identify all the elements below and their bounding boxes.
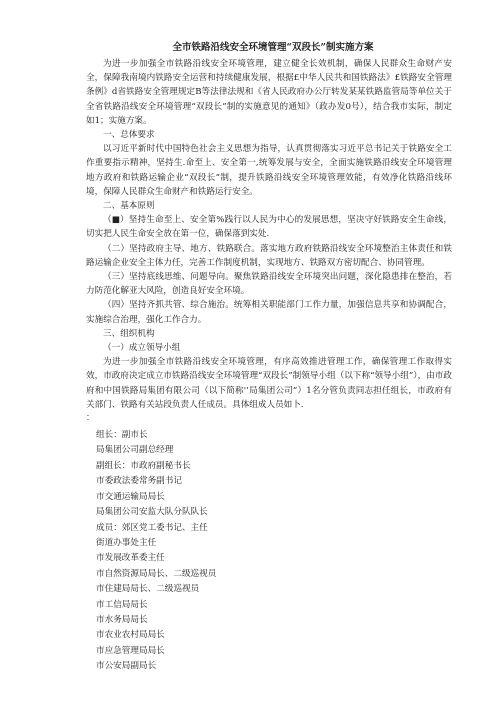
document-title: 全市铁路沿线安全环境管理“双段长”制实施方案 xyxy=(172,42,374,53)
list-item: 街道办事处主任 xyxy=(96,537,157,548)
list-item: 市农业农村局局长 xyxy=(96,630,165,641)
list-item: 市委政法委常务副书记 xyxy=(96,476,182,487)
list-item: 局集团公司安监大队分队队长 xyxy=(96,507,208,518)
general-requirements-paragraph: 以习近平新时代中国特色社会主义思想为指导，认真贯彻落实习近平总书记关于铁路安全工作重要指示精神，坚持生.命至上、安全第一,统筹发展与安全，全面实施铁路沿线安全环境管理地方政府和铁路运输企业“双段长”制，提升铁路沿线安全环境管理效能，有效净化铁路沿线环境，保障人民群众生命财产和铁路运行安全。 xyxy=(86,144,452,197)
principle-4-paragraph: （四）坚持齐抓共管、综合施治。统筹相关职能部门工作力量，加强信息共享和协调配合，实施综合治理，强化工作合力。 xyxy=(86,300,452,325)
list-item: 市发展改革委主任 xyxy=(96,553,165,564)
list-item: 局集团公司副总经理 xyxy=(96,445,174,456)
stray-mark: ： xyxy=(86,413,95,424)
list-item: 组长：副市长 xyxy=(96,430,148,441)
list-item: 市住建局局长、二级巡视员 xyxy=(96,584,200,595)
list-item: 市水务局局长 xyxy=(96,614,148,625)
principle-1-paragraph: （■）坚持生命至上、安全第%践行以人民为中心的发展思想，坚决守好铁路安全生命线，切实把人民生命安全放在第一位，确保落到实处. xyxy=(86,215,452,240)
list-item: 成员：郊区党工委书记、主任 xyxy=(96,522,208,533)
section-heading-basic-principles: 二、基本原则 xyxy=(103,201,155,212)
member-list xyxy=(86,428,452,675)
section-heading-organization: 三、组织机构 xyxy=(103,328,155,339)
subsection-heading-leading-group: （一）成立领导小组 xyxy=(103,343,181,354)
principle-2-paragraph: （二）坚持政府主导、地方、铁路联合。落实地方政府铁路沿线安全环境整治主体责任和铁路运输企业安全主体力任，完善工作制度机制，实现地方、铁路双方密切配合、协同管理。 xyxy=(86,243,452,268)
list-item: 市交通运输局局长 xyxy=(96,491,165,502)
list-item: 市工信局局长 xyxy=(96,599,148,610)
list-item: 市自然资源局局长、二级巡视员 xyxy=(96,568,217,579)
section-heading-general-requirements: 一、总体要求 xyxy=(103,130,155,141)
list-item: 市公安局副局长 xyxy=(96,661,157,672)
intro-paragraph: 为进一步加强全市铁路沿线安全环境管理，建立健全长效机制，确保人民群众生命财产安全，保障我南境内铁路安全运营和持续健康发展，根据£中华人民共和国铁路法》£铁路安全管理条例》d省铁路安全管理规定B等法律法规和《省人民政府办公厅转发某某铁路监管局等单位关于全省铁路沿线安全环境管理“双段长”制的实施意见的通知》（政办发0号），结合我市实际，制定如1；实施方案。 xyxy=(86,59,452,126)
list-item: 市应急管理局局长 xyxy=(96,645,165,656)
list-item: 副组长：市政府副秘书长 xyxy=(96,460,191,471)
principle-3-paragraph: （三）坚持底线思维、问题导向。聚焦铁路沿线安全环境突出问题，深化隐患排在整治，若力防范化解亚大风险，创造良好安全环境。 xyxy=(86,272,452,297)
leading-group-paragraph: 为进一步加强全市铁路沿线安全环境管理，有序高效推进管理工作，确保管理工作取得实效，市政府决定成立市铁路沿线安全环境管理“双段长”制领导小组（以下称“领导小组”），由市政府和中国铁路局集团有限公司（以下简称'’局集团公司”）1名分管负责同志担任组长，市政府有关部门、铁路有关站段负责人任成员。具体组成人员如卜. xyxy=(86,357,452,410)
